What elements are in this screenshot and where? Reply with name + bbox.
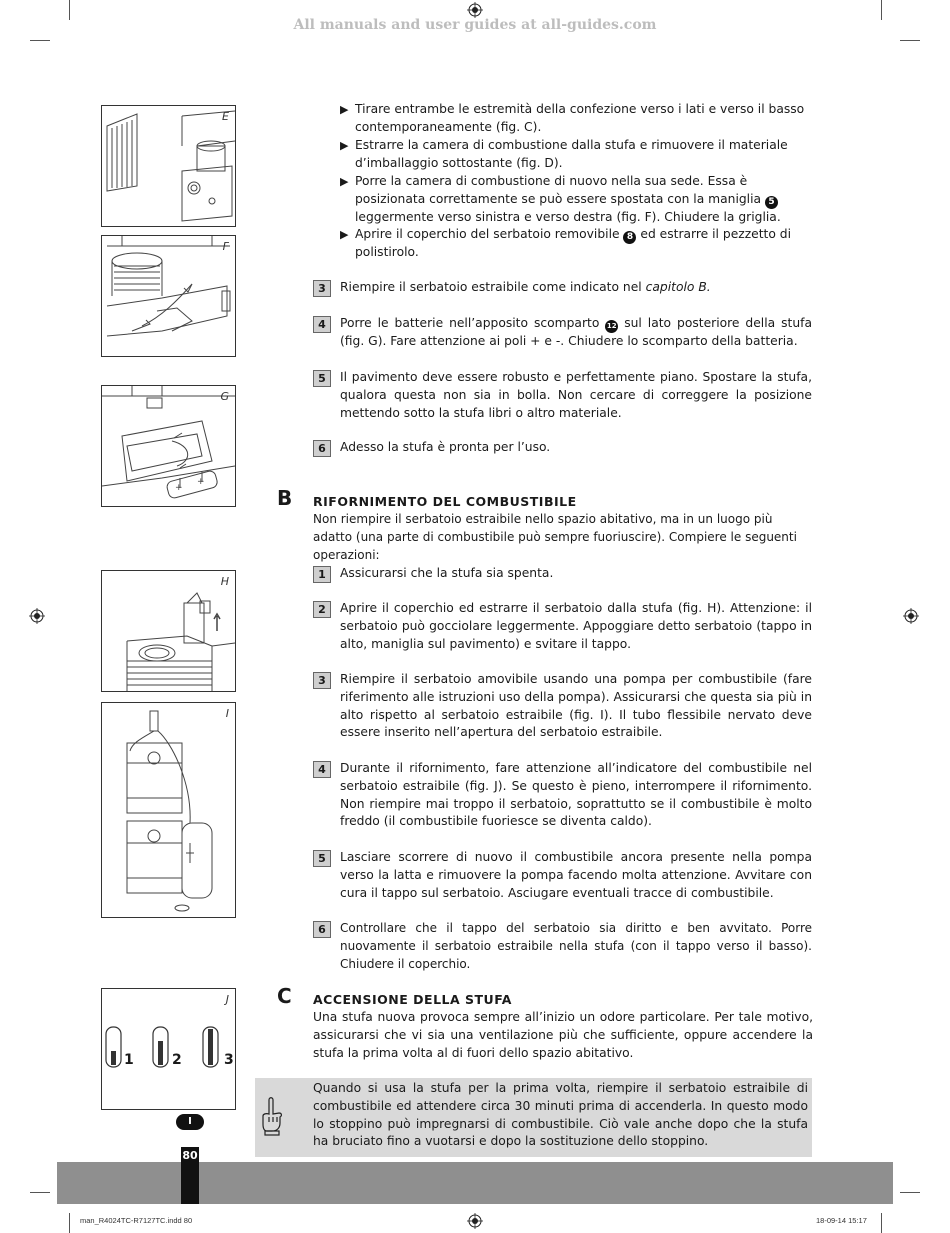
section-title: RIFORNIMENTO DEL COMBUSTIBILE (313, 494, 577, 509)
step-text: Durante il rifornimento, fare attenzione all’indicatore del combustibile nel serbatoio estraibile (fig. J). Se questo è pieno, interrompere il rifornimento. Non riempire mai troppo il serbatoio, soprattutto se il combustibile è molto freddo (il combustibile fuoriesce se diventa caldo). (340, 761, 812, 829)
step-text: Controllare che il tappo del serbatoio sia diritto e ben avvitato. Porre nuovamente il serbatoio estraibile nella stufa (con il tappo verso il basso). Chiudere il coperchio. (340, 921, 812, 971)
step-text: Assicurarsi che la stufa sia spenta. (340, 566, 554, 580)
section-intro: Una stufa nuova provoca sempre all’inizio un odore particolare. Per tale motivo, assicurarsi che vi sia una ventilazione più che sufficiente, oppure accendere la stufa la prima volta al di fuori dello spazio abitativo. (313, 1010, 813, 1060)
section-intro: Non riempire il serbatoio estraibile nello spazio abitativo, ma in un luogo più adatto (una parte di combustibile può sempre fuoriuscire). Compiere le seguenti operazioni: (313, 512, 797, 562)
figure-e (101, 105, 236, 227)
figure-g (101, 385, 236, 507)
bullet-text: Estrarre la camera di combustione dalla stufa e rimuovere il materiale d’imballaggio sottostante (fig. D). (355, 138, 788, 170)
figure-j-illustration (102, 989, 235, 1109)
figure-label: G (220, 390, 229, 403)
bullet-item (340, 137, 812, 173)
registration-mark-icon (29, 608, 45, 624)
step-number: 4 (313, 761, 331, 778)
note-box (255, 1078, 812, 1157)
bullet-arrow-icon: ▶ (340, 103, 349, 116)
page-number: 80 (182, 1149, 198, 1162)
figure-i-illustration (102, 703, 235, 917)
language-badge: I (176, 1114, 204, 1130)
step-item (313, 671, 812, 742)
step-text: Il pavimento deve essere robusto e perfettamente piano. Spostare la stufa, qualora questa non sia in bolla. Non cercare di correggere la posizione mettendo sotto la stufa libri o altro materiale. (340, 370, 812, 420)
part-ref-badge: 8 (623, 231, 636, 244)
svg-text:+: + (197, 477, 205, 487)
figure-h (101, 570, 236, 692)
figure-j (101, 988, 236, 1110)
figure-label: H (220, 575, 229, 588)
part-ref-badge: 12 (605, 320, 618, 333)
step-number: 6 (313, 440, 331, 457)
step-text: Lasciare scorrere di nuovo il combustibile ancora presente nella pompa verso la latta e rimuovere la pompa facendo molta attenzione. Avvitare con cura il tappo sul serbatoio. Asciugare eventuali tracce di combustibile. (340, 850, 812, 900)
step-item (313, 565, 812, 583)
crop-mark (69, 1213, 70, 1233)
step-item (313, 315, 812, 351)
step-number: 3 (313, 280, 331, 297)
step-number: 6 (313, 921, 331, 938)
step-number: 3 (313, 672, 331, 689)
fuel-level-3: 3 (224, 1052, 234, 1068)
part-ref-badge: 5 (765, 196, 778, 209)
bullet-arrow-icon: ▶ (340, 175, 349, 188)
step-text: Aprire il coperchio ed estrarre il serbatoio dalla stufa (fig. H). Attenzione: il serbatoio può gocciolare leggermente. Appoggiare detto serbatoio (tappo in alto, maniglia sul pavimento) e svitare il tappo. (340, 601, 812, 651)
step-number: 4 (313, 316, 331, 333)
step-text: Adesso la stufa è pronta per l’uso. (340, 440, 551, 454)
bullet-item (340, 173, 812, 227)
step-number: 5 (313, 850, 331, 867)
svg-text:+: + (175, 483, 183, 493)
figure-f-illustration (102, 236, 235, 356)
step-number: 5 (313, 370, 331, 387)
section-letter: C (277, 984, 292, 1008)
date-slug: 18-09-14 15:17 (816, 1216, 867, 1225)
figure-label: J (225, 993, 229, 1006)
note-text: Quando si usa la stufa per la prima volta, riempire il serbatoio estraibile di combustibile ed attendere circa 30 minuti prima di accenderla. In questo modo lo stoppino può impregnarsi di combustibile. Ciò vale anche dopo che la stufa ha bruciato fino a vuotarsi e dopo la sostituzione dello stoppino. (313, 1081, 808, 1149)
step-text: Riempire il serbatoio amovibile usando una pompa per combustibile (fare riferimento alle istruzioni uso della pompa). Assicurarsi che questa sia più in alto rispetto al serbatoio estraibile (fig. I). Il tubo flessibile nervato deve essere inserito nell’apertura del serbatoio estraibile. (340, 672, 812, 740)
step-item (313, 279, 812, 297)
registration-mark-icon (903, 608, 919, 624)
figure-f (101, 235, 236, 357)
section-letter: B (277, 486, 293, 510)
step-item (313, 439, 812, 457)
fuel-level-1: 1 (124, 1052, 134, 1068)
bullet-item (340, 226, 812, 262)
step-item (313, 849, 812, 902)
figure-i (101, 702, 236, 918)
bullet-text: Aprire il coperchio del serbatoio removibile 8 ed estrarre il pezzetto di polistirolo. (355, 227, 792, 259)
bullet-text: Tirare entrambe le estremità della confezione verso i lati e verso il basso contemporaneamente (fig. C). (355, 102, 805, 134)
step-text: Riempire il serbatoio estraibile come indicato nel capitolo B. (340, 280, 711, 294)
crop-mark (900, 1192, 920, 1193)
section-title: ACCENSIONE DELLA STUFA (313, 992, 512, 1007)
crop-mark (900, 40, 920, 41)
step-item (313, 920, 812, 973)
registration-mark-icon (467, 1213, 483, 1229)
step-item (313, 760, 812, 831)
step-number: 2 (313, 601, 331, 618)
figure-label: E (222, 110, 229, 123)
crop-mark (30, 1192, 50, 1193)
pointing-hand-icon (260, 1096, 284, 1136)
registration-mark-icon (467, 2, 483, 18)
figure-h-illustration (102, 571, 235, 691)
bullet-arrow-icon: ▶ (340, 228, 349, 241)
figure-g-illustration (102, 386, 235, 506)
watermark: All manuals and user guides at all-guides.com (293, 17, 657, 33)
fuel-level-2: 2 (172, 1052, 182, 1068)
figure-e-illustration (102, 106, 235, 226)
bullet-item (340, 101, 812, 137)
bullet-arrow-icon: ▶ (340, 139, 349, 152)
crop-mark (30, 40, 50, 41)
file-slug: man_R4024TC-R7127TC.indd 80 (80, 1216, 193, 1225)
step-text: Porre le batterie nell’apposito scomparto 12 sul lato posteriore della stufa (fig. G). Fare attenzione ai poli + e -. Chiudere lo scomparto della batteria. (340, 316, 812, 348)
step-item (313, 600, 812, 653)
crop-mark (881, 1213, 882, 1233)
step-item (313, 369, 812, 422)
figure-label: F (222, 240, 229, 253)
bullet-text: Porre la camera di combustione di nuovo nella sua sede. Essa è posizionata correttamente se può essere spostata con la maniglia 5 leggermente verso sinistra e verso destra (fig. F). Chiudere la griglia. (355, 174, 781, 224)
figure-label: I (225, 707, 229, 720)
step-number: 1 (313, 566, 331, 583)
